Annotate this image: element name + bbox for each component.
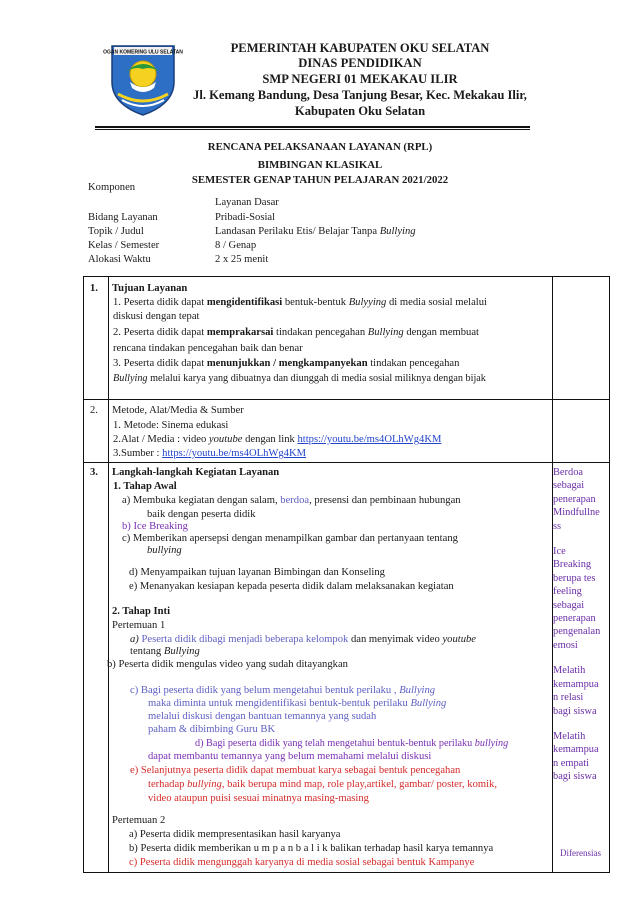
step-line: maka diminta untuk mengidentifikasi bentuk-bentuk perilaku Bullying (148, 698, 447, 709)
header-line-5: Kabupaten Oku Selatan (294, 104, 426, 118)
step-line: video ataupun puisi sesuai minatnya masing-masing (148, 793, 369, 804)
meta-label: Kelas / Semester (88, 240, 160, 251)
header-divider-thin (95, 129, 530, 130)
step-line: bullying (147, 545, 182, 556)
step-line: melalui diskusi dengan bantuan temannya yang sudah (148, 711, 377, 722)
section-2-heading: Metode, Alat/Media & Sumber (112, 405, 244, 416)
step-line: tentang Bullying (130, 646, 200, 657)
step-line: a) Peserta didik dibagi menjadi beberapa kelompok dan menyimak video youtube (130, 634, 476, 645)
step-line: d) Bagi peserta didik yang telah mengetahui bentuk-bentuk perilaku bullying (195, 738, 509, 749)
note-line: Berdoa (553, 467, 584, 478)
note-line: emosi (553, 639, 578, 651)
header-line-4: Jl. Kemang Bandung, Desa Tanjung Besar, Kec. Mekakau Ilir, (193, 88, 527, 102)
step-line: e) Menanyakan kesiapan kepada peserta didik dalam melaksanakan kegiatan (129, 581, 454, 592)
step-line: d) Menyampaikan tujuan layanan Bimbingan dan Konseling (129, 567, 385, 578)
note-line: bagi siswa (553, 771, 597, 783)
note-line: Melatih (553, 730, 586, 742)
section-2-line: 2.Alat / Media : video youtube dengan link https://youtu.be/ms4OLhWg4KM (113, 434, 442, 445)
note-line: Breaking (553, 559, 592, 571)
note-line: n relasi (553, 692, 584, 704)
section-2-line: 3.Sumber : https://youtu.be/ms4OLhWg4KM (113, 448, 307, 459)
source-link[interactable]: https://youtu.be/ms4OLhWg4KM (162, 448, 307, 459)
section-1-heading: Tujuan Layanan (112, 283, 188, 294)
section-1-line: diskusi dengan tepat (113, 311, 200, 322)
note-line: n empati (553, 757, 590, 769)
note-empati (553, 730, 608, 784)
section-1-line: 3. Peserta didik dapat menunjukkan / mengkampanyekan tindakan pencegahan (113, 358, 460, 369)
step-line: baik dengan peserta didik (147, 509, 256, 520)
note-mindfulness (553, 466, 608, 533)
logo-text: OGAN KOMERING ULU SELATAN (103, 49, 183, 56)
step-line: dapat membantu temannya yang belum memahami melalui diskusi (148, 751, 432, 762)
note-line: pengenalan (553, 626, 601, 638)
step-line: a) Peserta didik mempresentasikan hasil karyanya (129, 829, 341, 840)
step-line: paham & dibimbing Guru BK (148, 724, 276, 735)
header-line-2: DINAS PENDIDIKAN (298, 56, 422, 70)
meta-label: Alokasi Waktu (88, 254, 151, 265)
header-divider (95, 126, 530, 128)
meta-value: 8 / Genap (215, 240, 257, 251)
note-line: Melatih (553, 665, 586, 677)
note-line: ss (553, 520, 562, 532)
komponen-label: Komponen (88, 182, 136, 193)
tahap-awal-heading: 1. Tahap Awal (113, 481, 177, 492)
section-3-heading: Langkah-langkah Kegiatan Layanan (112, 467, 280, 478)
section-1-line: Bullying melalui karya yang dibuatnya dan diunggah di media sosial miliknya dengan bijak (113, 373, 486, 384)
side-notes (553, 466, 608, 784)
video-link[interactable]: https://youtu.be/ms4OLhWg4KM (297, 434, 442, 445)
note-line: Mindfullne (553, 507, 600, 519)
meta-value: Landasan Perilaku Etis/ Belajar Tanpa Bullying (215, 226, 416, 237)
table-col-divider (108, 277, 109, 872)
section-1-line: rencana tindakan pencegahan baik dan benar (113, 343, 303, 354)
note-line: penerapan (553, 613, 596, 625)
section-1-line: 2. Peserta didik dapat memprakarsai tindakan pencegahan Bullying dengan membuat (113, 327, 479, 338)
tahap-inti-heading: 2. Tahap Inti (112, 606, 171, 617)
note-line: bagi siswa (553, 705, 597, 717)
note-relasi (553, 664, 608, 718)
doc-title-1: RENCANA PELAKSANAAN LAYANAN (RPL) (207, 141, 433, 153)
header-line-1: PEMERINTAH KABUPATEN OKU SELATAN (230, 41, 490, 55)
step-line: e) Selanjutnya peserta didik dapat membuat karya sebagai bentuk pencegahan (130, 765, 461, 776)
step-line: c) Bagi peserta didik yang belum mengetahui bentuk perilaku , Bullying (130, 685, 436, 696)
section-1-number: 1. (90, 283, 98, 294)
step-line: c) Peserta didik mengunggah karyanya di media sosial sebagai bentuk Kampanye (129, 857, 475, 868)
step-line: c) Memberikan apersepsi dengan menampilkan gambar dan pertanyaan tentang (122, 533, 458, 544)
step-line: b) Peserta didik memberikan u m p a n b a l i k balikan terhadap hasil karya temannya (129, 843, 494, 854)
meta-value: 2 x 25 menit (215, 254, 269, 265)
meta-value: Pribadi-Sosial (215, 212, 276, 223)
step-line: b) Ice Breaking (122, 521, 188, 532)
note-line: penerapan (553, 493, 596, 505)
header-line-3: SMP NEGERI 01 MEKAKAU ILIR (262, 72, 458, 86)
pertemuan-1-label: Pertemuan 1 (112, 620, 166, 631)
meta-label: Bidang Layanan (88, 212, 158, 223)
note-diferensiasi: Diferensias (560, 848, 601, 858)
doc-title-2: BIMBINGAN KLASIKAL (257, 159, 383, 171)
table-row-divider (84, 399, 609, 400)
step-line: terhadap bullying, baik berupa mind map, role play,artikel, gambar/ poster, komik, (148, 779, 497, 790)
pertemuan-2-label: Pertemuan 2 (112, 815, 166, 826)
regency-logo (103, 38, 183, 116)
note-line: kemampua (553, 744, 599, 756)
step-line: a) Membuka kegiatan dengan salam, berdoa, presensi dan pembinaan hubungan (122, 495, 461, 506)
note-line: berupa tes (553, 572, 596, 584)
note-ice-breaking (553, 545, 608, 652)
note-line: sebagai (553, 599, 585, 611)
section-3-number: 3. (90, 467, 98, 478)
meta-label: Topik / Judul (88, 226, 144, 237)
table-row-divider (84, 462, 609, 463)
note-line: kemampua (553, 678, 599, 690)
doc-title-3: SEMESTER GENAP TAHUN PELAJARAN 2021/2022 (191, 174, 449, 186)
section-2-number: 2. (90, 405, 98, 416)
step-line: b) Peserta didik mengulas video yang sudah ditayangkan (107, 659, 348, 670)
komponen-value: Layanan Dasar (215, 197, 279, 208)
note-line: Ice (553, 546, 566, 558)
section-2-line: 1. Metode: Sinema edukasi (113, 420, 229, 431)
section-1-line: 1. Peserta didik dapat mengidentifikasi bentuk-bentuk Bulyying di media sosial melalui (113, 297, 487, 308)
note-line: feeling (553, 586, 582, 598)
note-line: sebagai (553, 480, 585, 492)
